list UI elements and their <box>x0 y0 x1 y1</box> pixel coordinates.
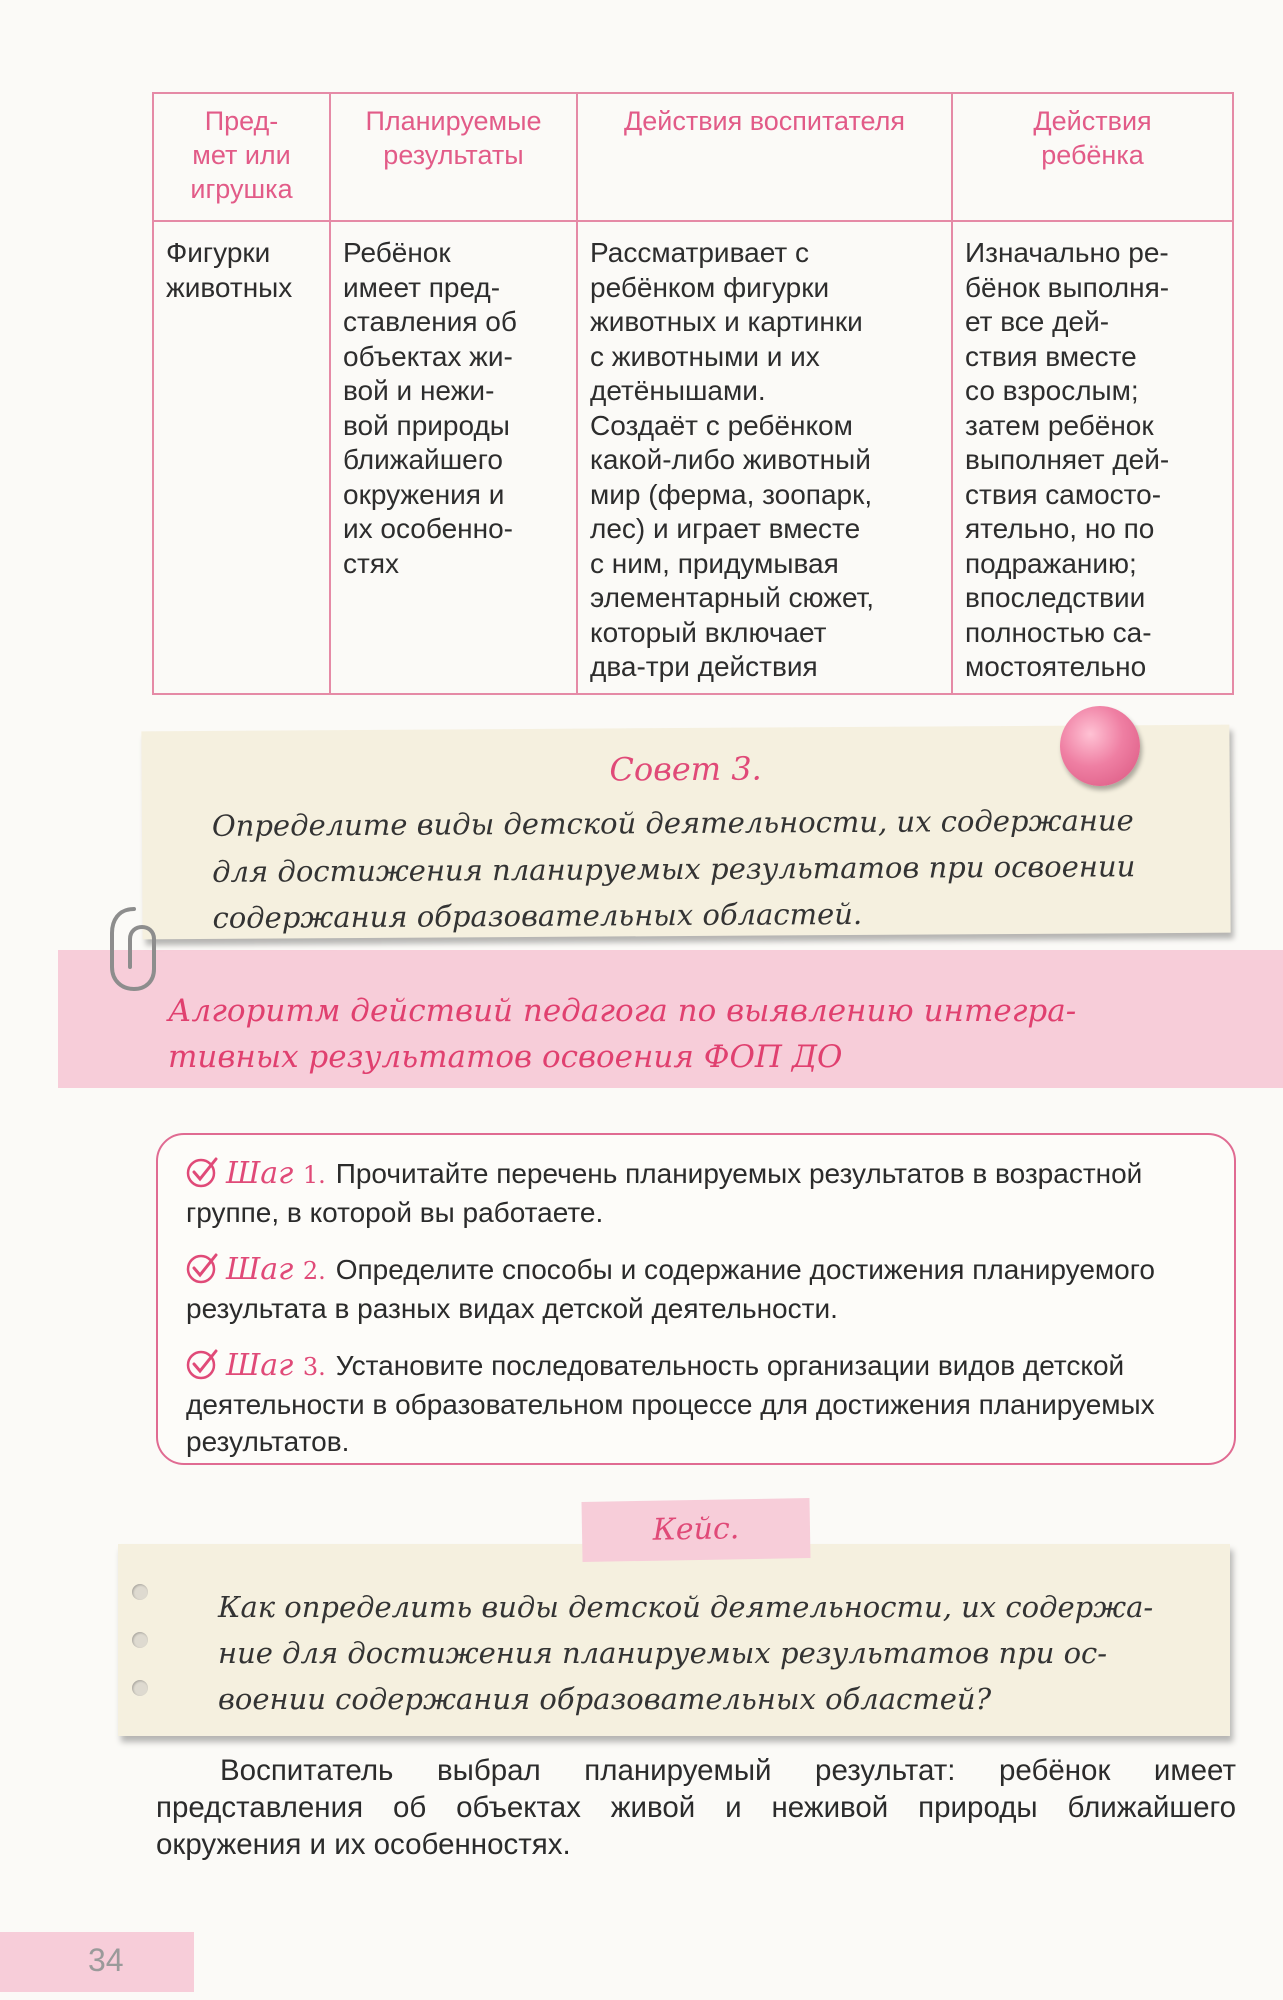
cell-child-actions: Изначально ре- бёнок выполня- ет все дей- ствия вместе со взрослым; затем ребёнок выполняет дей- ствия самосто- ятельно, но по подражанию; впоследствии полностью са- мостоятельно <box>952 221 1233 694</box>
punch-hole <box>132 1584 148 1600</box>
table-header-row <box>153 93 1233 221</box>
checkmark-icon <box>186 1347 220 1381</box>
tip-text: Определите виды детской деятельности, их содержание для достижения планируемых результатов при освоении содержания образовательных областей. <box>211 803 1136 935</box>
page-number: 34 <box>88 1942 124 1978</box>
paperclip-icon <box>104 905 162 993</box>
cell-results: Ребёнок имеет пред- ставления об объектах жи- вой и нежи- вой природы ближайшего окружения и их особенно- стях <box>330 221 577 694</box>
step-1 <box>186 1155 1216 1231</box>
step-text: Установите последовательность организации видов детской деятельности в образовательном процессе для достижения планируемых результатов. <box>186 1350 1155 1457</box>
tip-title: Совет 3. <box>609 749 762 789</box>
step-label: Шаг 3. <box>226 1348 326 1383</box>
punch-hole <box>132 1680 148 1696</box>
punch-hole <box>132 1632 148 1648</box>
header-results: Планируемые результаты <box>330 93 577 221</box>
body-paragraph: Воспитатель выбрал планируемый результат: ребёнок имеет представления об объектах живой и неживой природы ближайшего окружения и их особенностях. <box>156 1754 1236 1861</box>
algorithm-title: Алгоритм действий педагога по выявлению интегра- тивных результатов освоения ФОП ДО <box>168 993 1077 1075</box>
case-tag <box>581 1498 810 1562</box>
header-teacher-actions: Действия воспитателя <box>577 93 952 221</box>
cell-subject: Фигурки животных <box>153 221 330 694</box>
table-row <box>153 221 1233 694</box>
header-subject: Пред- мет или игрушка <box>153 93 330 221</box>
header-child-actions: Действия ребёнка <box>952 93 1233 221</box>
case-text: Как определить виды детской деятельности, их содержа- ние для достижения планируемых результатов при ос- воении содержания образовательных областей? <box>218 1590 1154 1716</box>
step-text: Прочитайте перечень планируемых результатов в возрастной группе, в которой вы работаете. <box>186 1158 1143 1228</box>
case-tag-label: Кейс. <box>652 1511 740 1548</box>
algorithm-band <box>58 950 1283 1088</box>
step-2 <box>186 1251 1216 1327</box>
checkmark-icon <box>186 1251 220 1285</box>
step-3 <box>186 1347 1216 1460</box>
pin-icon <box>1060 706 1140 786</box>
step-label: Шаг 1. <box>226 1156 326 1191</box>
step-label: Шаг 2. <box>226 1252 326 1287</box>
step-text: Определите способы и содержание достижения планируемого результата в разных видах детской деятельности. <box>186 1254 1155 1324</box>
steps-box <box>156 1133 1236 1465</box>
case-note <box>118 1544 1230 1736</box>
activity-table <box>152 92 1234 695</box>
cell-teacher-actions: Рассматривает с ребёнком фигурки животных и картинки с животными и их детёнышами. Создаёт с ребёнком какой-либо животный мир (ферма, зоопарк, лес) и играет вместе с ним, придумывая элементарный сюжет, который включает два-три действия <box>577 221 952 694</box>
checkmark-icon <box>186 1155 220 1189</box>
